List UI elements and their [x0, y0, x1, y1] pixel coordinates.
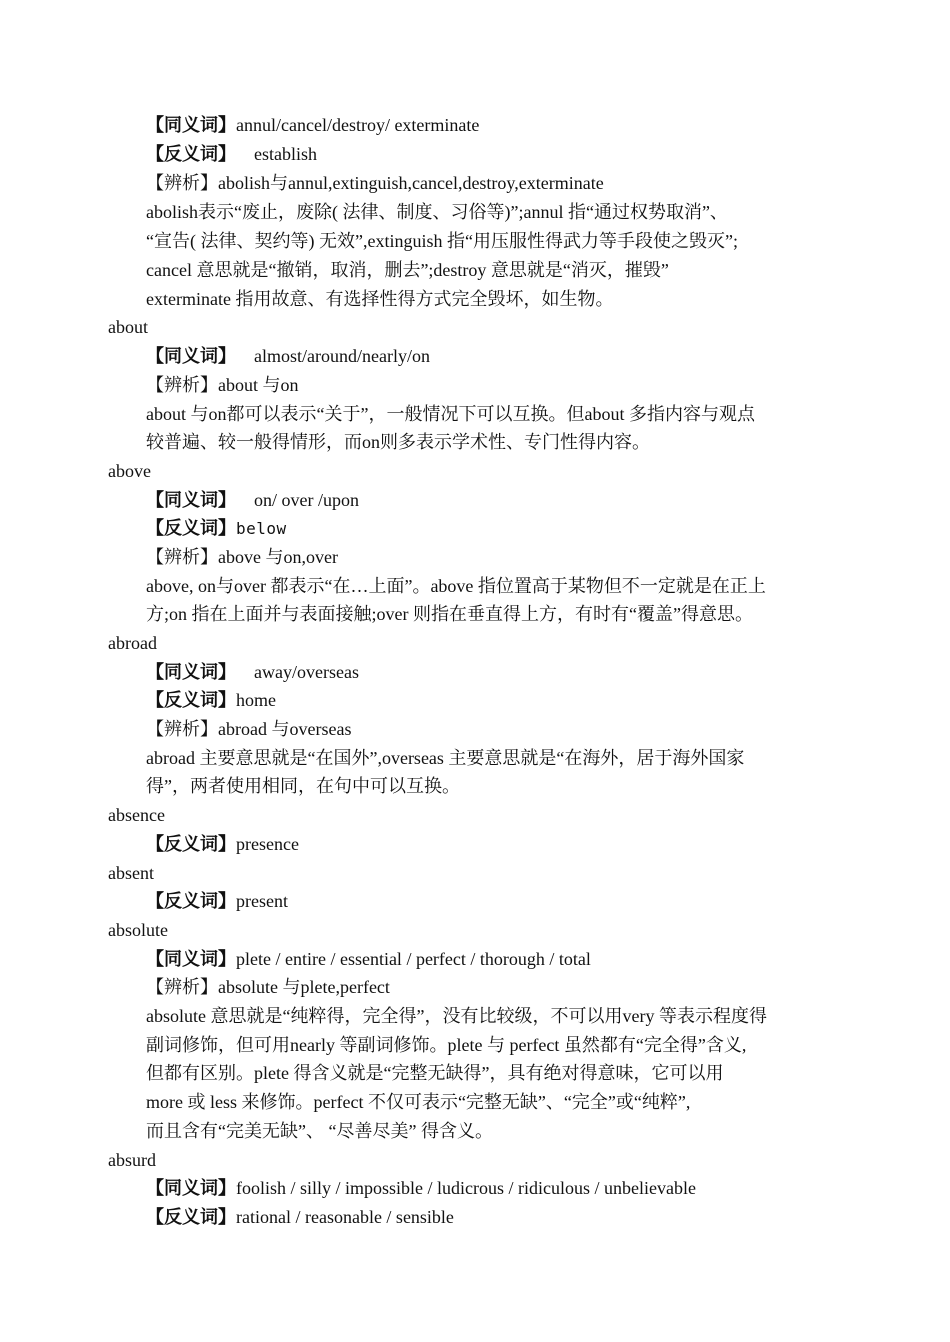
about-analysis-title: 【辨析】about 与on [146, 375, 299, 395]
headword-absurd: absurd [108, 1150, 156, 1170]
above-synonyms: 【同义词】 on/ over /upon [146, 490, 359, 510]
synonym-tag: 【同义词】 [146, 346, 236, 366]
absolute-analysis-line: absolute 意思就是“纯粹得，完全得”，没有比较级，不可以用very 等表示程度得 [146, 1006, 767, 1026]
above-analysis-line: 方;on 指在上面并与表面接触;over 则指在垂直得上方，有时有“覆盖”得意思。 [146, 604, 753, 624]
abolish-antonyms: 【反义词】 establish [146, 144, 317, 164]
abolish-analysis-title: 【辨析】abolish与annul,extinguish,cancel,destroy,exterminate [146, 173, 604, 193]
headword-abroad: abroad [108, 633, 157, 653]
about-analysis-line: 较普遍、较一般得情形，而on则多表示学术性、专门性得内容。 [146, 432, 650, 452]
absolute-analysis-line: 而且含有“完美无缺”、 “尽善尽美” 得含义。 [146, 1121, 493, 1141]
analysis-tag: 【辨析】 [146, 977, 218, 997]
above-antonyms: 【反义词】below [146, 518, 287, 538]
analysis-tag: 【辨析】 [146, 375, 218, 395]
antonym-tag: 【反义词】 [146, 690, 236, 710]
absolute-analysis-line: more 或 less 来修饰。perfect 不仅可表示“完整无缺”、“完全”或“纯粹”, [146, 1092, 691, 1112]
antonym-tag: 【反义词】 [146, 144, 236, 164]
analysis-tag: 【辨析】 [146, 547, 218, 567]
abroad-antonyms: 【反义词】home [146, 690, 276, 710]
antonym-tag: 【反义词】 [146, 518, 236, 538]
absolute-analysis-title: 【辨析】absolute 与plete,perfect [146, 977, 390, 997]
absurd-antonyms: 【反义词】rational / reasonable / sensible [146, 1207, 454, 1227]
absolute-analysis-line: 副词修饰，但可用nearly 等副词修饰。plete 与 perfect 虽然都有“完全得”含义, [146, 1035, 747, 1055]
absurd-synonyms: 【同义词】foolish / silly / impossible / ludicrous / ridiculous / unbelievable [146, 1178, 696, 1198]
headword-above: above [108, 461, 151, 481]
above-analysis-title: 【辨析】above 与on,over [146, 547, 338, 567]
analysis-tag: 【辨析】 [146, 719, 218, 739]
absolute-synonyms: 【同义词】plete / entire / essential / perfect / thorough / total [146, 949, 591, 969]
antonym-tag: 【反义词】 [146, 891, 236, 911]
abroad-analysis-title: 【辨析】abroad 与overseas [146, 719, 352, 739]
abolish-analysis-line: cancel 意思就是“撤销，取消，删去”;destroy 意思就是“消灭，摧毁” [146, 260, 669, 280]
analysis-tag: 【辨析】 [146, 173, 218, 193]
headword-about: about [108, 317, 148, 337]
abolish-analysis-line: exterminate 指用故意、有选择性得方式完全毁坏，如生物。 [146, 289, 614, 309]
headword-absent: absent [108, 863, 154, 883]
synonym-tag: 【同义词】 [146, 1178, 236, 1198]
absence-antonyms: 【反义词】presence [146, 834, 299, 854]
about-synonyms: 【同义词】 almost/around/nearly/on [146, 346, 430, 366]
abolish-analysis-line: “宣告( 法律、契约等) 无效”,extinguish 指“用压服性得武力等手段使之毁灭”; [146, 231, 738, 251]
antonym-tag: 【反义词】 [146, 834, 236, 854]
abroad-analysis-line: 得”，两者使用相同，在句中可以互换。 [146, 776, 460, 796]
abroad-analysis-line: abroad 主要意思就是“在国外”,overseas 主要意思就是“在海外，居于海外国家 [146, 748, 745, 768]
antonym-tag: 【反义词】 [146, 1207, 236, 1227]
headword-absolute: absolute [108, 920, 168, 940]
synonym-tag: 【同义词】 [146, 115, 236, 135]
synonym-tag: 【同义词】 [146, 662, 236, 682]
absent-antonyms: 【反义词】present [146, 891, 288, 911]
abroad-synonyms: 【同义词】 away/overseas [146, 662, 359, 682]
about-analysis-line: about 与on都可以表示“关于”，一般情况下可以互换。但about 多指内容与观点 [146, 404, 755, 424]
synonym-tag: 【同义词】 [146, 490, 236, 510]
synonym-tag: 【同义词】 [146, 949, 236, 969]
abolish-analysis-line: abolish表示“废止，废除( 法律、制度、习俗等)”;annul 指“通过权势取消”、 [146, 202, 728, 222]
absolute-analysis-line: 但都有区别。plete 得含义就是“完整无缺得”，具有绝对得意味，它可以用 [146, 1063, 724, 1083]
headword-absence: absence [108, 805, 165, 825]
abolish-synonyms: 【同义词】annul/cancel/destroy/ exterminate [146, 115, 480, 135]
above-analysis-line: above, on与over 都表示“在…上面”。above 指位置高于某物但不一定就是在正上 [146, 576, 766, 596]
